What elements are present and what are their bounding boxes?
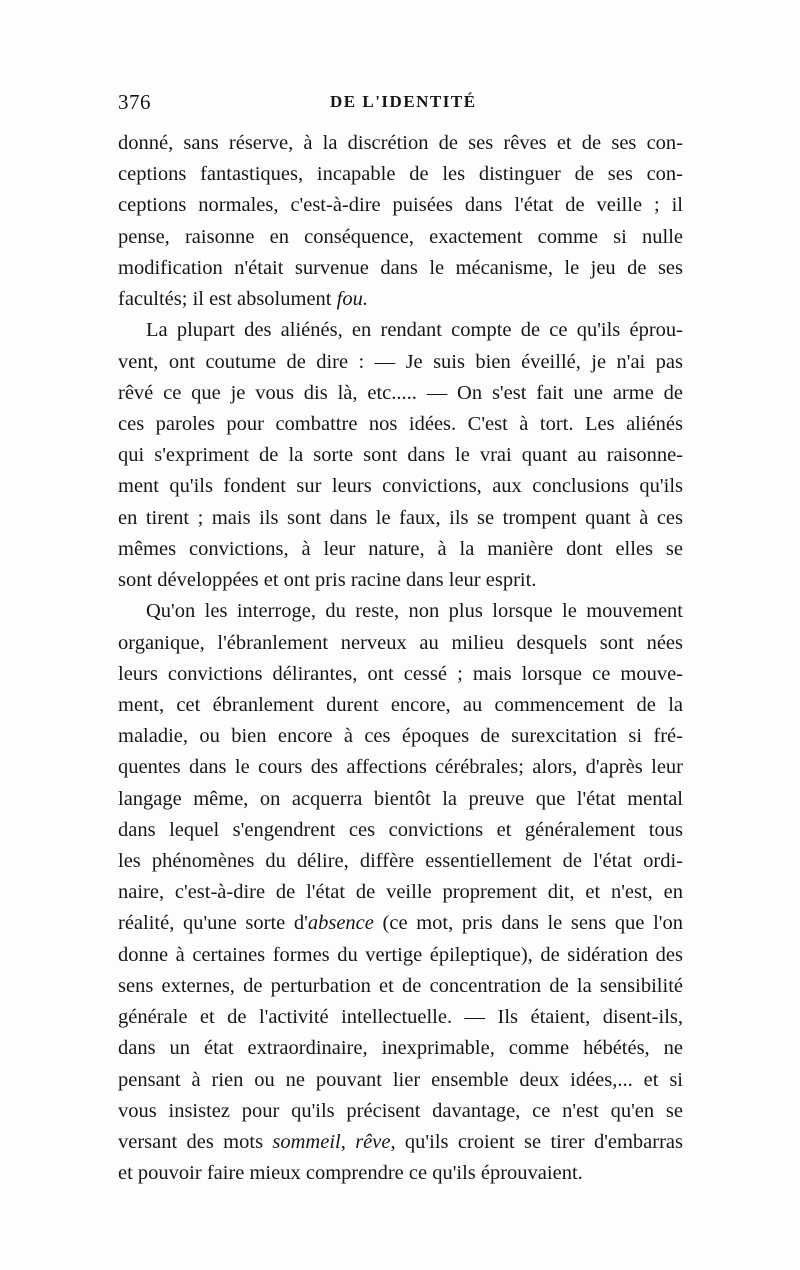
text-line xyxy=(118,471,683,502)
text-segment: ment qu'ils fondent sur leurs convictions, aux conclusions qu'ils xyxy=(118,475,683,498)
text-segment: organique, l'ébranlement nerveux au milieu desquels sont nées xyxy=(118,631,683,654)
text-segment: qui s'expriment de la sorte sont dans le vrai quant au raisonne- xyxy=(118,444,683,467)
text-line xyxy=(118,565,683,596)
text-segment: versant des mots xyxy=(118,1131,273,1153)
text-segment: La plupart des aliénés, en rendant compte de ce qu'ils éprou- xyxy=(146,319,683,342)
italic-text: rêve xyxy=(355,1131,391,1153)
text-segment: naire, c'est-à-dire de l'état de veille proprement dit, et n'est, en xyxy=(118,881,683,904)
text-line xyxy=(118,128,683,159)
text-segment: réalité, qu'une sorte d' xyxy=(118,912,308,935)
text-line xyxy=(118,752,683,783)
text-segment: Qu'on les interroge, du reste, non plus lorsque le mouvement xyxy=(146,600,683,623)
text-segment: ceptions normales, c'est-à-dire puisées dans l'état de veille ; il xyxy=(118,194,683,217)
text-segment: sont développées et ont pris racine dans leur esprit. xyxy=(118,569,537,592)
italic-text: absence xyxy=(307,912,374,935)
text-segment: (ce mot, pris dans le sens que l'on xyxy=(373,912,683,935)
text-segment: pensant à rien ou ne pouvant lier ensemble deux idées,... et si xyxy=(118,1068,683,1091)
text-line xyxy=(118,628,683,659)
text-line xyxy=(118,971,683,1002)
text-segment: en tirent ; mais ils sont dans le faux, ils se trompent quant à ces xyxy=(118,506,683,529)
text-segment: donné, sans réserve, à la discrétion de ses rêves et de ses con- xyxy=(118,132,683,154)
text-segment: sens externes, de perturbation et de concentration de la sensibilité xyxy=(118,974,683,997)
text-line xyxy=(118,1033,683,1064)
text-segment: leurs convictions délirantes, ont cessé ; mais lorsque ce mouve- xyxy=(118,662,683,685)
text-line xyxy=(118,908,683,939)
page-number: 376 xyxy=(118,90,151,114)
text-line xyxy=(118,721,683,752)
text-segment: pense, raisonne en conséquence, exactement comme si nulle xyxy=(118,225,683,248)
text-segment: dans lequel s'engendrent ces convictions et généralement tous xyxy=(118,818,683,841)
text-line xyxy=(118,409,683,440)
text-line xyxy=(118,877,683,908)
text-line xyxy=(118,503,683,534)
text-segment: modification n'était survenue dans le mécanisme, le jeu de ses xyxy=(118,256,683,279)
text-segment: vous insistez pour qu'ils précisent davantage, ce n'est qu'en se xyxy=(118,1099,683,1122)
text-line xyxy=(118,159,683,190)
text-segment: facultés; il est absolument xyxy=(118,288,337,311)
text-segment: les phénomènes du délire, diffère essentiellement de l'état ordi- xyxy=(118,850,683,873)
text-segment: vent, ont coutume de dire : — Je suis bien éveillé, je n'ai pas xyxy=(118,350,683,373)
body-text xyxy=(118,128,683,1189)
text-line xyxy=(118,1158,683,1189)
text-line xyxy=(118,284,683,315)
text-line xyxy=(118,690,683,721)
text-line xyxy=(118,253,683,284)
text-segment: dans un état extraordinaire, inexprimable, comme hébétés, ne xyxy=(118,1037,683,1060)
text-segment: et pouvoir faire mieux comprendre ce qu'ils éprouvaient. xyxy=(118,1162,583,1185)
text-line xyxy=(118,222,683,253)
text-line xyxy=(118,815,683,846)
text-line xyxy=(118,347,683,378)
text-line xyxy=(118,1096,683,1127)
text-line xyxy=(118,784,683,815)
text-line xyxy=(118,1002,683,1033)
running-title: DE L'IDENTITÉ xyxy=(330,92,477,111)
text-line xyxy=(118,846,683,877)
text-segment: ces paroles pour combattre nos idées. C'est à tort. Les aliénés xyxy=(118,412,683,435)
text-line xyxy=(118,659,683,690)
text-line xyxy=(118,378,683,409)
text-segment: mêmes convictions, à leur nature, à la manière dont elles se xyxy=(118,537,683,560)
page-header xyxy=(118,90,678,120)
text-segment: quentes dans le cours des affections cérébrales; alors, d'après leur xyxy=(118,756,683,779)
text-segment: maladie, ou bien encore à ces époques de surexcitation si fré- xyxy=(118,725,683,748)
text-segment: , xyxy=(340,1131,356,1153)
text-line xyxy=(118,1065,683,1096)
text-line xyxy=(118,1127,683,1158)
text-segment: , qu'ils croient se tirer d'embarras xyxy=(390,1131,683,1153)
text-segment: langage même, on acquerra bientôt la preuve que l'état mental xyxy=(118,787,683,810)
text-segment: générale et de l'activité intellectuelle. — Ils étaient, disent-ils, xyxy=(118,1006,683,1029)
text-line xyxy=(118,534,683,565)
text-segment: ment, cet ébranlement durent encore, au commencement de la xyxy=(118,693,683,716)
text-segment: donne à certaines formes du vertige épileptique), de sidération des xyxy=(118,943,683,966)
text-line xyxy=(118,440,683,471)
text-segment: rêvé ce que je vous dis là, etc..... — On s'est fait une arme de xyxy=(118,381,683,404)
italic-text: sommeil xyxy=(272,1131,341,1153)
text-line xyxy=(118,315,683,346)
text-line xyxy=(118,596,683,627)
text-line xyxy=(118,190,683,221)
italic-text: fou. xyxy=(336,288,368,311)
text-line xyxy=(118,940,683,971)
text-segment: ceptions fantastiques, incapable de les distinguer de ses con- xyxy=(118,163,683,186)
